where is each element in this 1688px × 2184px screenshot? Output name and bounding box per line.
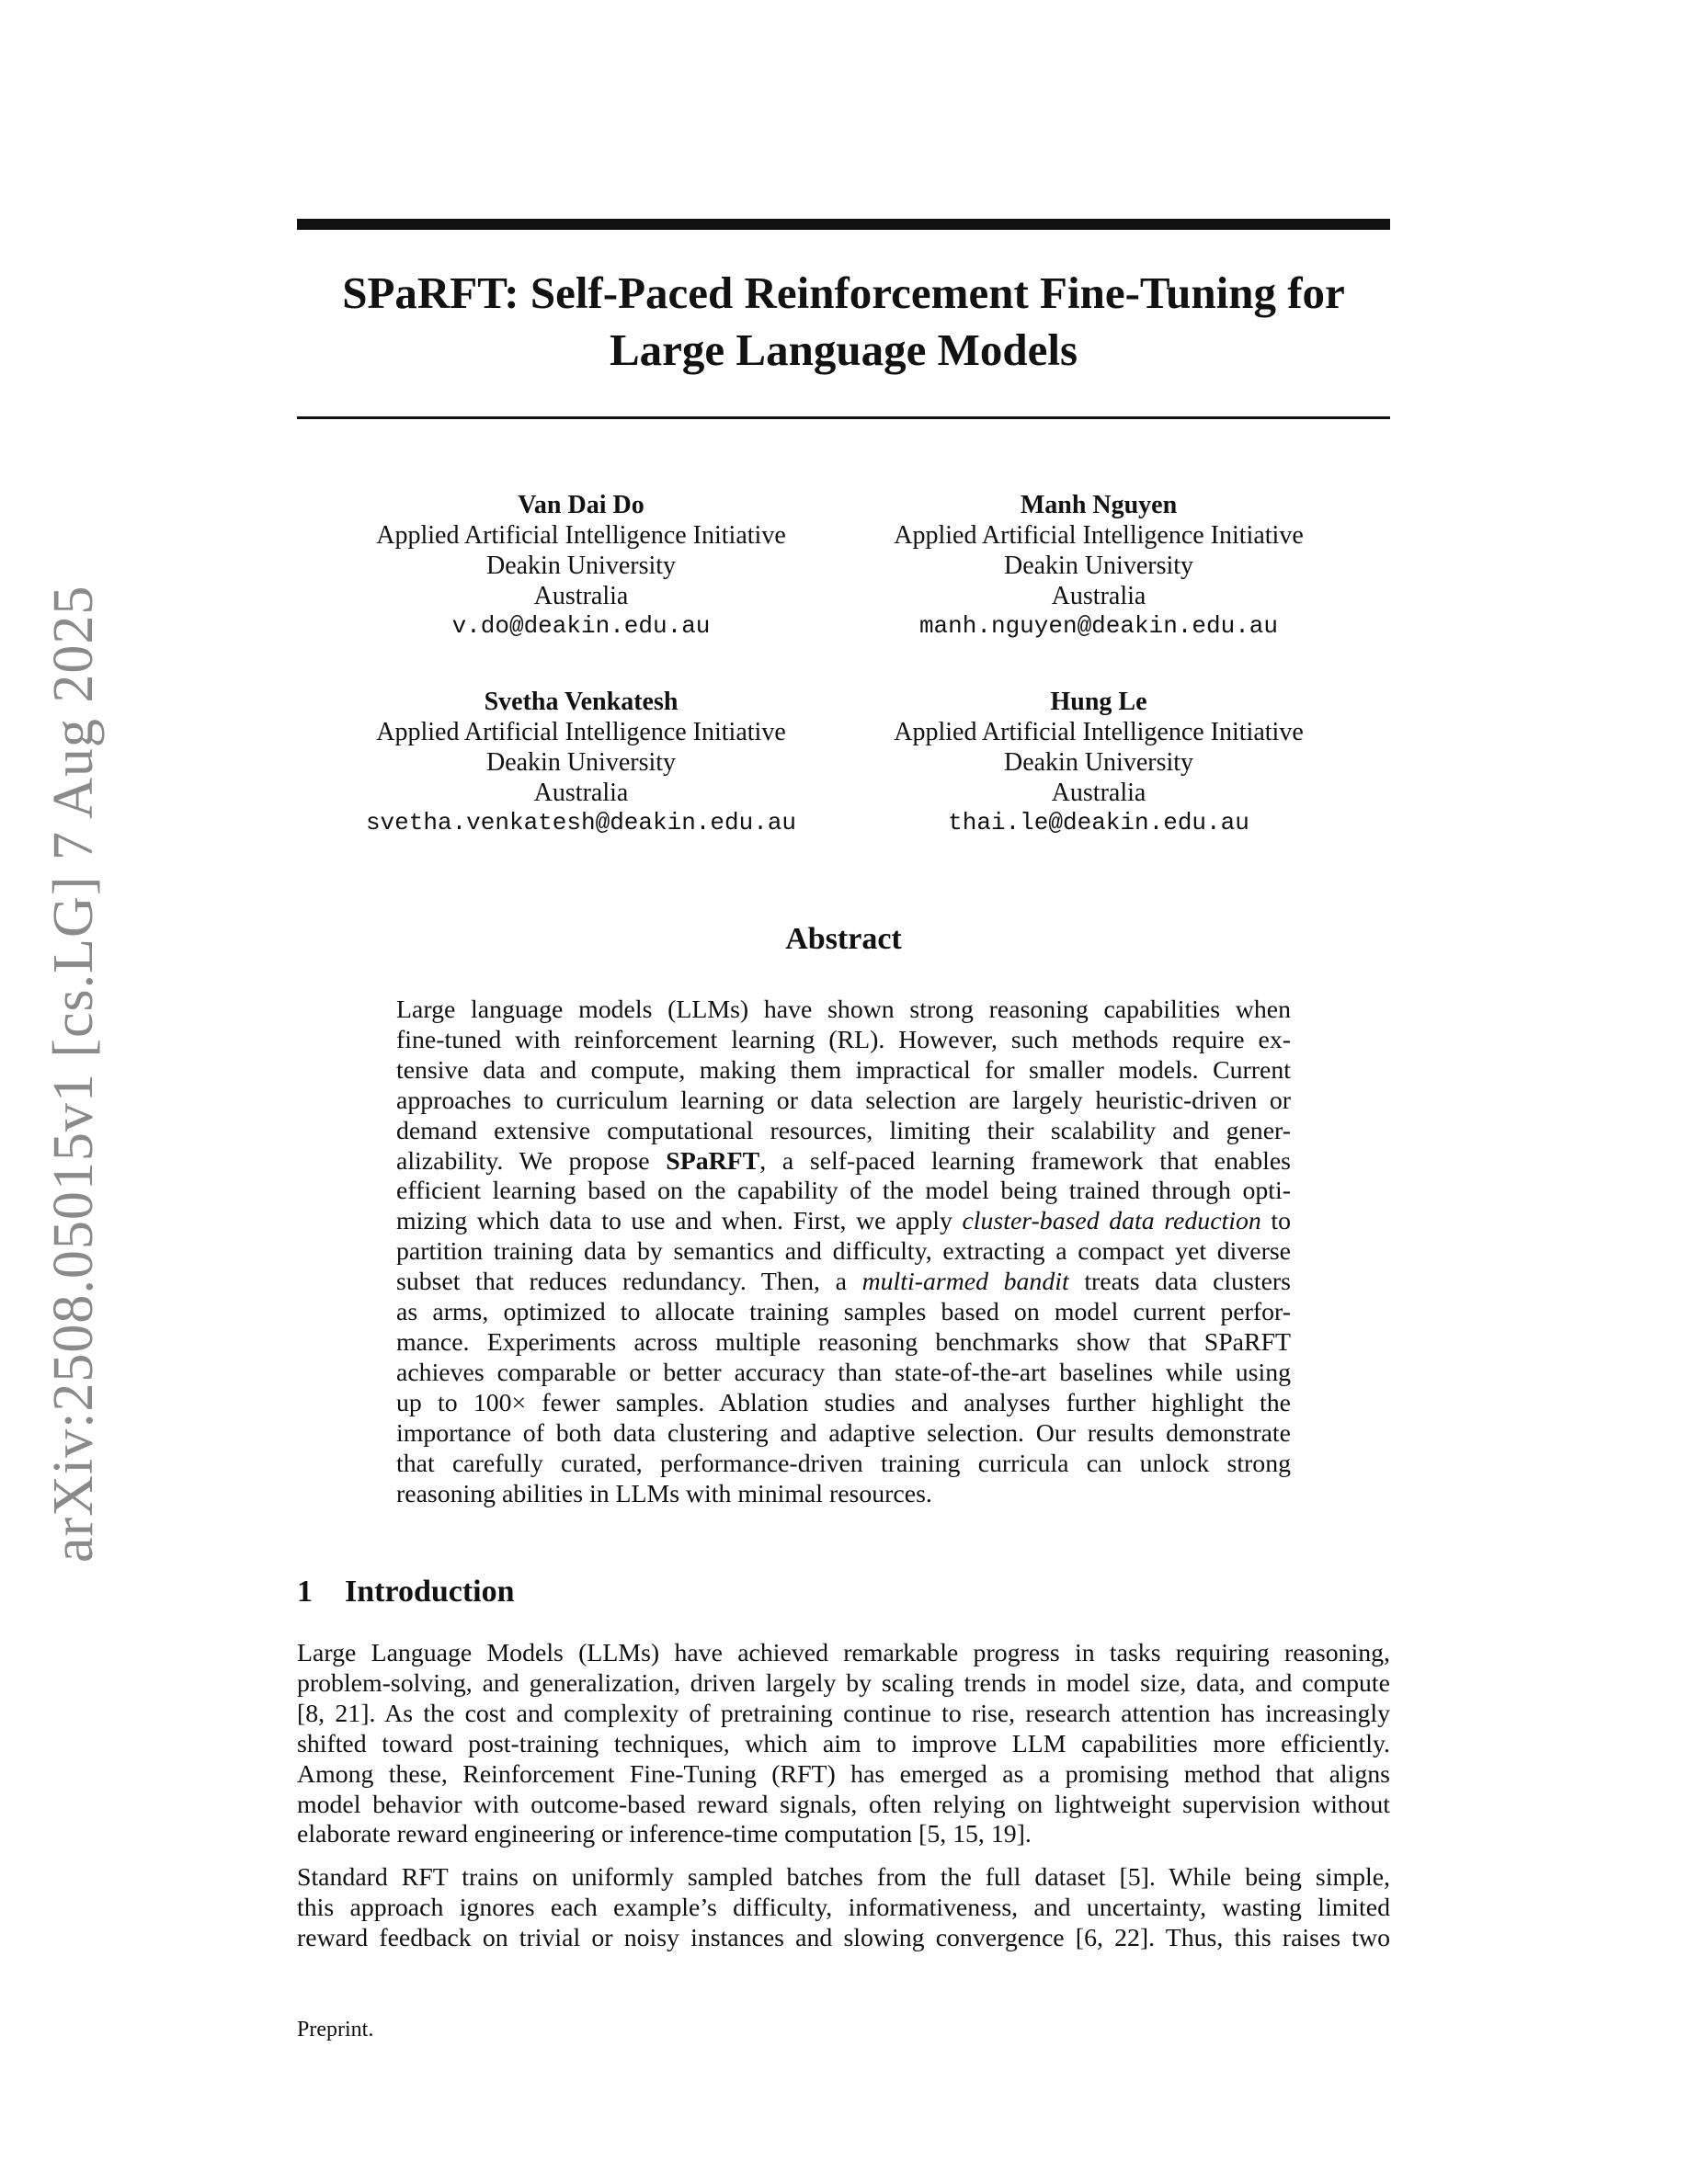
author-affiliation: Applied Artificial Intelligence Initiative (376, 521, 786, 550)
paragraph-line: reward feedback on trivial or noisy instances and slowing convergence [6, 22]. Thus, this raises two (297, 1923, 1390, 1952)
author-university: Deakin University (1003, 552, 1194, 580)
abstract-line (396, 1268, 1291, 1298)
abstract-line (396, 1207, 1291, 1237)
author-university: Deakin University (1003, 748, 1194, 777)
author-name: Manh Nguyen (1020, 491, 1178, 519)
abstract-line: reasoning abilities in LLMs with minimal resources. (396, 1479, 932, 1508)
author-block (324, 687, 838, 838)
abstract-line: efficient learning based on the capability of the model being trained through opti- (396, 1177, 1291, 1206)
author-affiliation: Applied Artificial Intelligence Initiative (376, 718, 786, 746)
author-affiliation: Applied Artificial Intelligence Initiative (894, 521, 1304, 550)
section-number: 1 (297, 1575, 313, 1609)
author-email: thai.le@deakin.edu.au (948, 809, 1249, 836)
author-email: svetha.venkatesh@deakin.edu.au (365, 809, 797, 836)
title-line-1: SPaRFT: Self-Paced Reinforcement Fine-Tuning for (342, 267, 1345, 318)
abstract-line: achieves comparable or better accuracy than state-of-the-art baselines while using (396, 1358, 1291, 1387)
intro-paragraph-2 (297, 1863, 1390, 1954)
method-name-bold: SPaRFT (666, 1146, 760, 1176)
abstract-line: tensive data and compute, making them impractical for smaller models. Current (396, 1055, 1291, 1085)
abstract-line: that carefully curated, performance-driven training curricula can unlock strong (396, 1449, 1291, 1478)
author-block (841, 490, 1356, 642)
abstract-line: partition training data by semantics and difficulty, extracting a compact yet diverse (396, 1237, 1291, 1267)
abstract-line: Large language models (LLMs) have shown strong reasoning capabilities when (396, 995, 1291, 1024)
abstract-line: mance. Experiments across multiple reasoning benchmarks show that SPaRFT (396, 1327, 1291, 1357)
title-bottom-rule (297, 416, 1390, 419)
abstract-text (396, 995, 1291, 1509)
author-country: Australia (1051, 582, 1146, 610)
footer-note: Preprint. (297, 2018, 374, 2042)
abstract-line-segment: to (1260, 1207, 1291, 1236)
abstract-line: as arms, optimized to allocate training samples based on model current perfor- (396, 1298, 1291, 1327)
author-country: Australia (533, 582, 629, 610)
paragraph-line: elaborate reward engineering or inference-time computation [5, 15, 19]. (297, 1820, 1032, 1849)
author-block (324, 490, 838, 642)
author-university: Deakin University (485, 552, 677, 580)
title-line-2: Large Language Models (609, 324, 1078, 375)
section-heading-introduction (297, 1574, 1390, 1610)
section-title: Introduction (345, 1575, 515, 1609)
paragraph-line: Large Language Models (LLMs) have achieved remarkable progress in tasks requiring reasoning, (297, 1639, 1390, 1667)
author-block (841, 687, 1356, 838)
abstract-heading: Abstract (785, 922, 902, 956)
paper-title (297, 265, 1390, 379)
author-affiliation: Applied Artificial Intelligence Initiative (894, 718, 1304, 746)
title-top-rule (297, 219, 1390, 230)
abstract-line-segment: subset that reduces redundancy. Then, a (396, 1268, 862, 1297)
paragraph-line: [8, 21]. As the cost and complexity of pretraining continue to rise, research attention has increasingly (297, 1699, 1390, 1728)
author-name: Van Dai Do (518, 491, 644, 519)
emphasis-italic: cluster-based data reduction (962, 1207, 1261, 1236)
abstract-line-segment: mizing which data to use and when. First, we apply (396, 1207, 963, 1236)
abstract-line (396, 1147, 1291, 1177)
author-email: manh.nguyen@deakin.edu.au (918, 612, 1279, 640)
abstract-line: demand extensive computational resources, limiting their scalability and gener- (396, 1116, 1291, 1145)
paragraph-line: problem-solving, and generalization, driven largely by scaling trends in model size, data, and compute (297, 1668, 1390, 1698)
abstract-line: importance of both data clustering and adaptive selection. Our results demonstrate (396, 1418, 1291, 1448)
abstract-line-segment: , a self-paced learning framework that enables (759, 1146, 1291, 1176)
paragraph-line: shifted toward post-training techniques, which aim to improve LLM capabilities more efficiently. (297, 1729, 1390, 1758)
paragraph-line: Among these, Reinforcement Fine-Tuning (RFT) has emerged as a promising method that aligns (297, 1759, 1390, 1789)
abstract-line: fine-tuned with reinforcement learning (RL). However, such methods require ex- (396, 1025, 1291, 1054)
paragraph-line: model behavior with outcome-based reward signals, often relying on lightweight supervision without (297, 1790, 1390, 1819)
abstract-line: up to 100× fewer samples. Ablation studies and analyses further highlight the (396, 1388, 1291, 1417)
author-country: Australia (533, 779, 629, 807)
abstract-line: approaches to curriculum learning or data selection are largely heuristic-driven or (396, 1086, 1291, 1115)
arxiv-identifier-stamp: arXiv:2508.05015v1 [cs.LG] 7 Aug 2025 (42, 585, 105, 1563)
emphasis-italic: multi-armed bandit (861, 1268, 1069, 1297)
author-email: v.do@deakin.edu.au (451, 612, 711, 640)
abstract-line-segment: alizability. We propose (396, 1146, 667, 1176)
intro-paragraph-1 (297, 1639, 1390, 1850)
author-name: Hung Le (1050, 688, 1147, 716)
author-university: Deakin University (485, 748, 677, 777)
author-name: Svetha Venkatesh (484, 688, 679, 716)
paragraph-line: Standard RFT trains on uniformly sampled batches from the full dataset [5]. While being simple, (297, 1863, 1390, 1892)
paragraph-line: this approach ignores each example’s difficulty, informativeness, and uncertainty, wasting limited (297, 1893, 1390, 1922)
author-country: Australia (1051, 779, 1146, 807)
abstract-line-segment: treats data clusters (1068, 1268, 1291, 1297)
